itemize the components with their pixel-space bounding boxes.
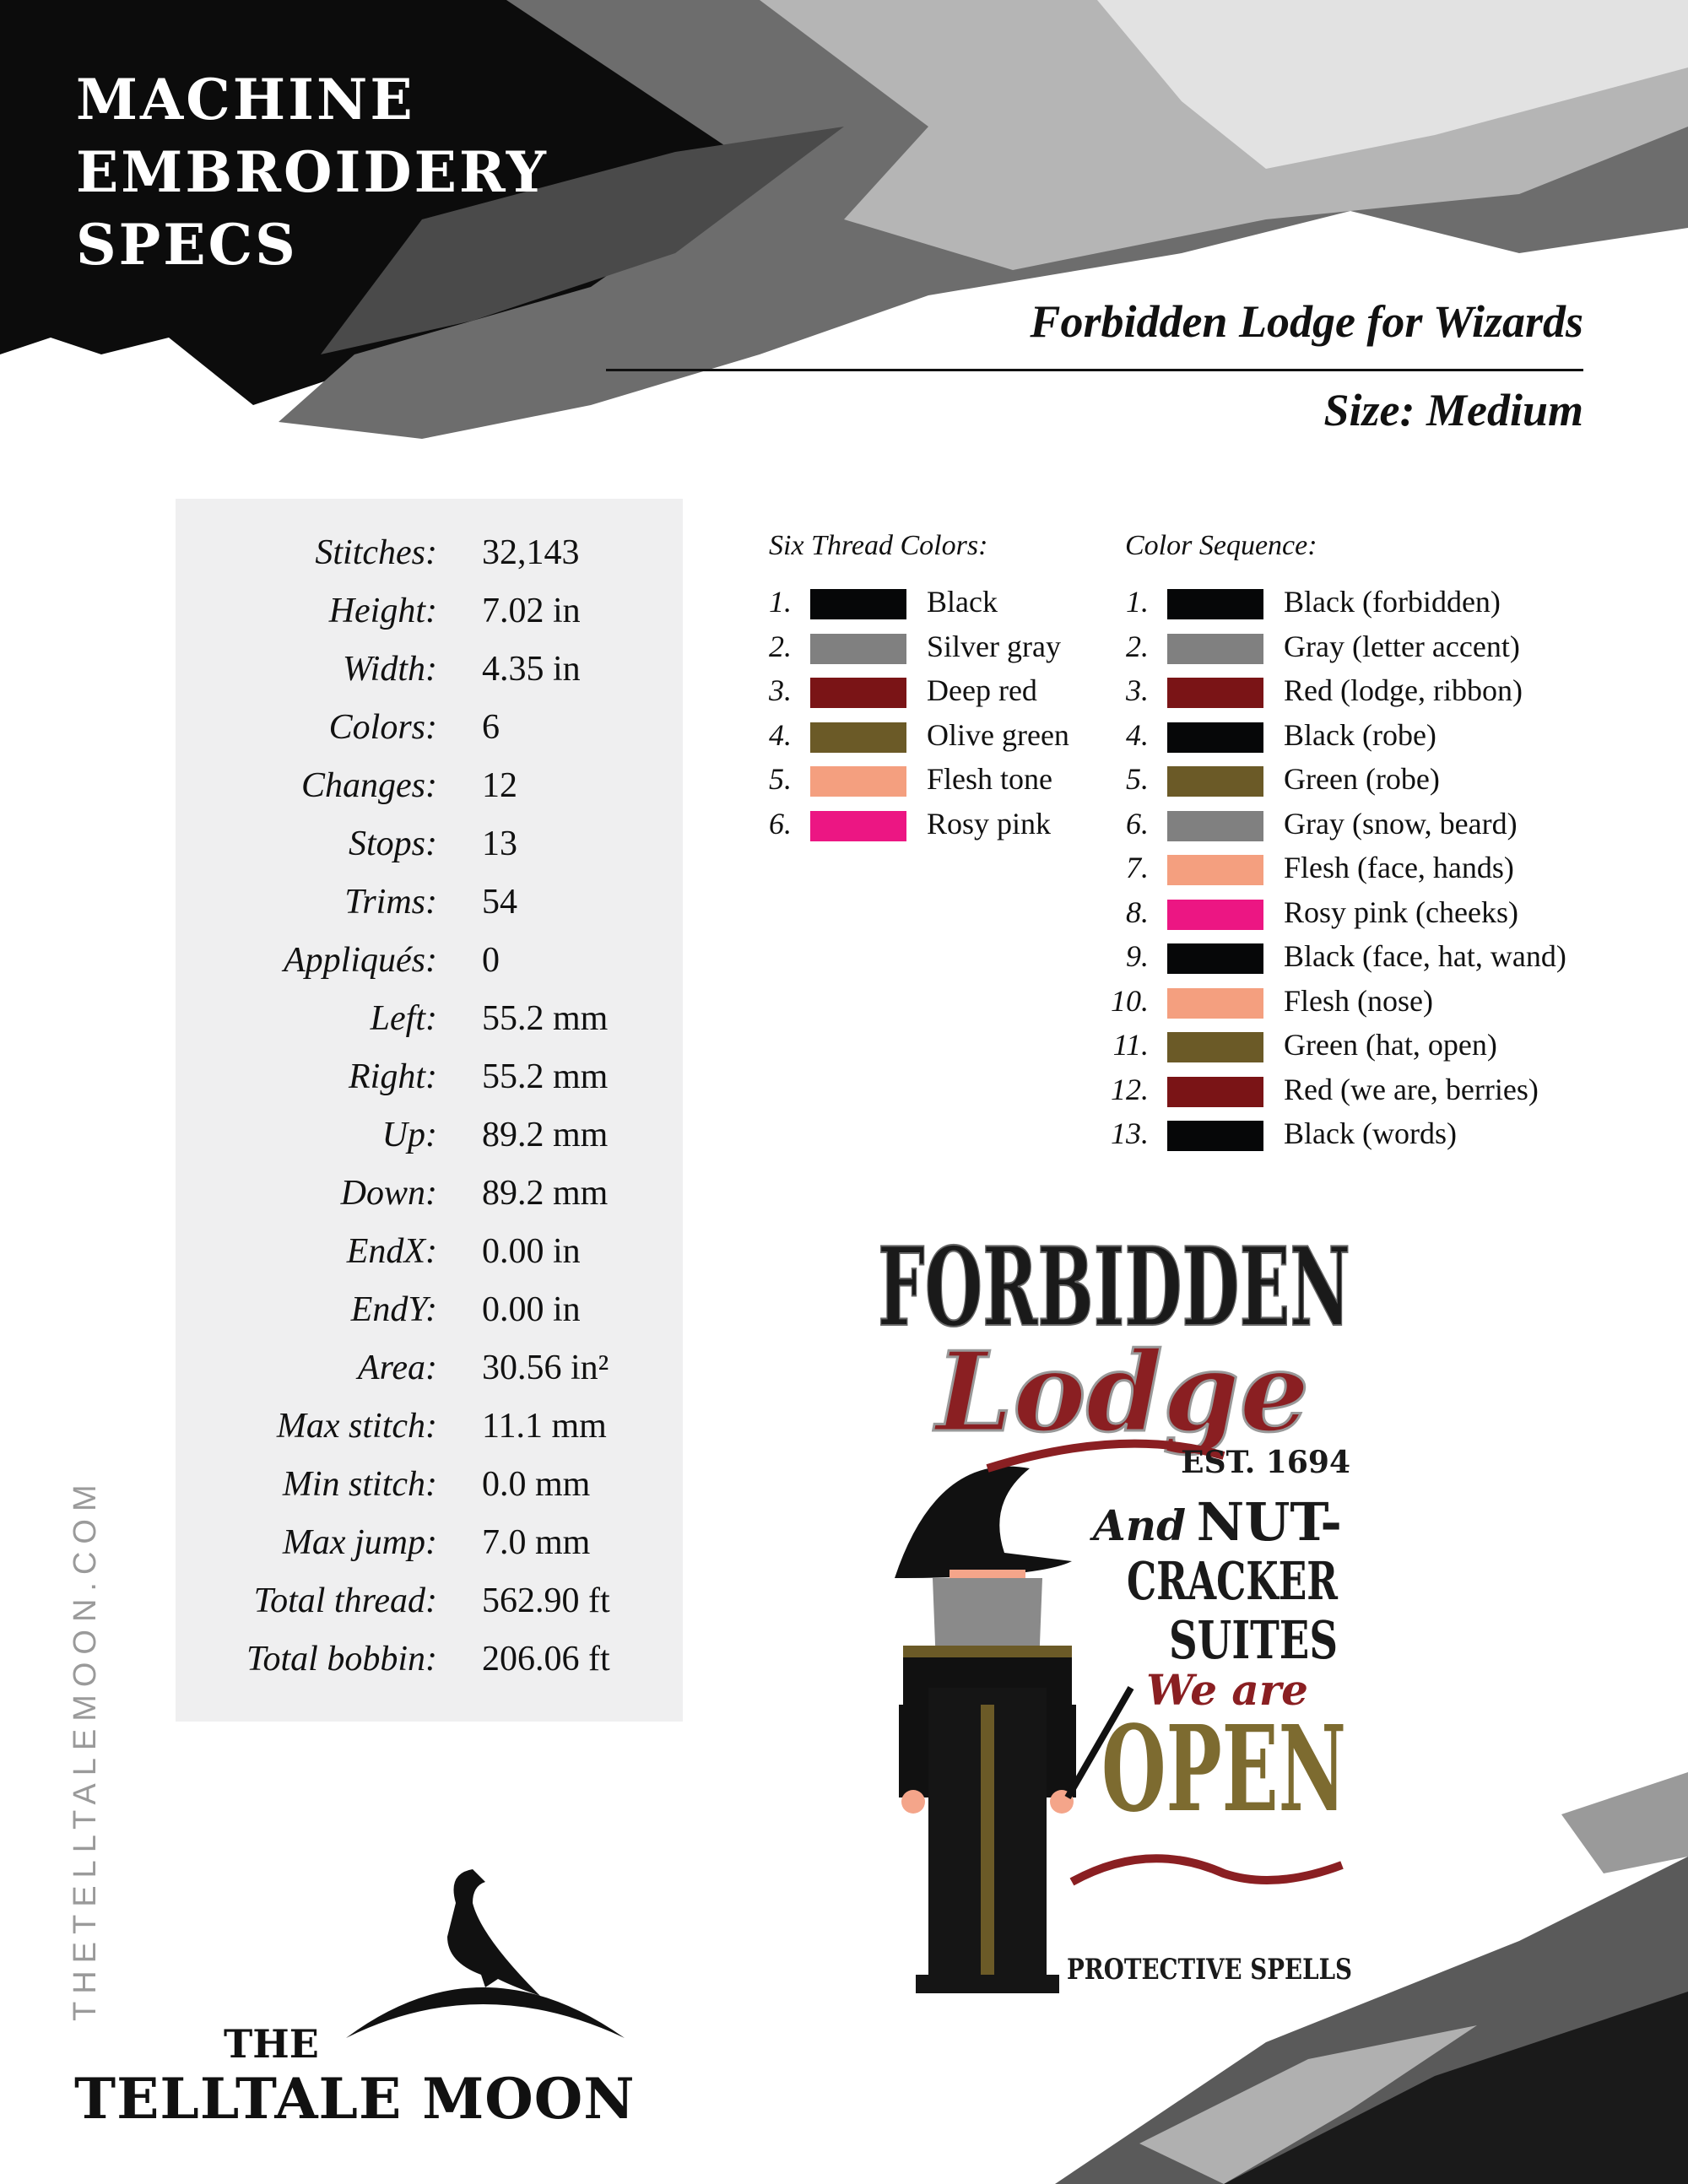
color-swatch bbox=[810, 722, 906, 753]
spec-row bbox=[176, 1115, 683, 1173]
color-number: 4. bbox=[1126, 717, 1149, 752]
spec-row bbox=[176, 1522, 683, 1581]
color-name: Flesh tone bbox=[927, 762, 1052, 796]
spec-row bbox=[176, 1173, 683, 1231]
spec-value: 89.2 mm bbox=[482, 1116, 609, 1154]
color-name: Gray (snow, beard) bbox=[1284, 806, 1518, 841]
color-number: 8. bbox=[1126, 895, 1149, 929]
color-name: Rosy pink (cheeks) bbox=[1284, 895, 1518, 929]
color-swatch bbox=[810, 678, 906, 708]
spec-value: 4.35 in bbox=[482, 650, 581, 689]
spec-label: EndX: bbox=[346, 1232, 437, 1271]
color-name: Green (hat, open) bbox=[1284, 1028, 1497, 1062]
spec-value: 206.06 ft bbox=[482, 1640, 610, 1679]
design-text-forbidden: FORBIDDEN bbox=[878, 1224, 1350, 1351]
spec-label: Up: bbox=[381, 1116, 437, 1154]
divider bbox=[606, 369, 1583, 371]
spec-row bbox=[176, 649, 683, 707]
spec-label: Right: bbox=[349, 1057, 437, 1096]
color-number: 3. bbox=[1126, 673, 1149, 707]
design-text-open: OPEN bbox=[1101, 1700, 1346, 1839]
color-swatch bbox=[810, 811, 906, 841]
spec-row bbox=[176, 591, 683, 649]
color-number: 9. bbox=[1126, 939, 1149, 973]
spec-label: Total bobbin: bbox=[246, 1640, 437, 1679]
color-swatch bbox=[1167, 943, 1263, 974]
spec-label: Total thread: bbox=[253, 1581, 437, 1620]
spec-label: Stitches: bbox=[315, 533, 437, 572]
color-swatch bbox=[1167, 589, 1263, 619]
design-text-est: EST. 1694 bbox=[1181, 1445, 1350, 1480]
color-swatch bbox=[810, 766, 906, 797]
color-name: Black (forbidden) bbox=[1284, 585, 1501, 619]
spec-row bbox=[176, 707, 683, 765]
color-name: Flesh (face, hands) bbox=[1284, 851, 1514, 884]
color-swatch bbox=[1167, 766, 1263, 797]
color-name: Black (robe) bbox=[1284, 717, 1436, 752]
page-title bbox=[76, 63, 549, 281]
spec-label: Stops: bbox=[349, 824, 437, 863]
design-size: Size: Medium bbox=[1323, 385, 1583, 435]
color-swatch bbox=[1167, 1121, 1263, 1151]
design-name: Forbidden Lodge for Wizards bbox=[1030, 296, 1583, 347]
color-number: 11. bbox=[1112, 1028, 1149, 1062]
spec-row bbox=[176, 1057, 683, 1115]
spec-row bbox=[176, 1348, 683, 1406]
spec-value: 0.0 mm bbox=[482, 1465, 591, 1504]
color-number: 1. bbox=[1126, 585, 1149, 619]
color-swatch bbox=[1167, 722, 1263, 753]
color-number: 5. bbox=[1126, 762, 1149, 796]
color-name: Gray (letter accent) bbox=[1284, 629, 1520, 663]
design-text-protective-spells: PROTECTIVE SPELLS bbox=[1067, 1953, 1352, 1987]
color-name: Deep red bbox=[927, 673, 1037, 707]
spec-value: 0.00 in bbox=[482, 1290, 581, 1329]
color-name: Silver gray bbox=[927, 629, 1061, 663]
spec-label: Width: bbox=[343, 650, 437, 689]
color-name: Black (words) bbox=[1284, 1116, 1457, 1150]
spec-value: 54 bbox=[482, 883, 517, 922]
color-swatch bbox=[1167, 1077, 1263, 1107]
spec-label: EndY: bbox=[350, 1290, 437, 1329]
spec-value: 7.0 mm bbox=[482, 1523, 591, 1562]
spec-value: 89.2 mm bbox=[482, 1174, 609, 1213]
color-swatch bbox=[1167, 811, 1263, 841]
color-number: 4. bbox=[769, 717, 792, 752]
color-number: 10. bbox=[1111, 983, 1149, 1018]
spec-row bbox=[176, 998, 683, 1057]
spec-label: Appliqués: bbox=[284, 941, 437, 980]
design-text-nut: NUT- bbox=[1196, 1491, 1342, 1553]
color-number: 1. bbox=[769, 585, 792, 619]
color-name: Red (we are, berries) bbox=[1284, 1072, 1539, 1106]
color-number: 13. bbox=[1111, 1116, 1149, 1150]
color-name: Rosy pink bbox=[927, 806, 1052, 841]
spec-label: Trims: bbox=[344, 883, 437, 922]
color-number: 2. bbox=[1126, 629, 1149, 663]
color-sequence-heading: Color Sequence: bbox=[1125, 530, 1317, 561]
spec-value: 11.1 mm bbox=[482, 1407, 607, 1446]
color-number: 6. bbox=[769, 806, 792, 841]
spec-label: Height: bbox=[328, 592, 437, 630]
spec-row bbox=[176, 765, 683, 824]
color-swatch bbox=[810, 589, 906, 619]
color-name: Olive green bbox=[927, 717, 1069, 752]
specs-panel bbox=[176, 499, 683, 1722]
color-name: Black (face, hat, wand) bbox=[1284, 939, 1566, 973]
spec-row bbox=[176, 532, 683, 591]
color-swatch bbox=[1167, 855, 1263, 885]
spec-label: Area: bbox=[357, 1349, 437, 1387]
design-text-suites: SUITES bbox=[1169, 1609, 1338, 1671]
color-number: 6. bbox=[1126, 806, 1149, 841]
color-swatch bbox=[1167, 900, 1263, 930]
page-title-line: EMBROIDERY bbox=[76, 139, 549, 205]
crow-moon-logo-icon bbox=[346, 1869, 633, 2046]
spec-label: Changes: bbox=[301, 766, 437, 805]
embroidery-design-preview bbox=[869, 1215, 1359, 2000]
logo-the: THE bbox=[224, 2021, 319, 2067]
spec-row bbox=[176, 1581, 683, 1639]
website-url: THETELLTALEMOON.COM bbox=[68, 1477, 103, 2021]
spec-value: 55.2 mm bbox=[482, 999, 609, 1038]
color-number: 3. bbox=[769, 673, 792, 707]
color-number: 5. bbox=[769, 762, 792, 796]
spec-value: 32,143 bbox=[482, 533, 580, 572]
spec-value: 7.02 in bbox=[482, 592, 581, 630]
spec-value: 6 bbox=[482, 708, 500, 747]
design-text-cracker: CRACKER bbox=[1127, 1550, 1339, 1612]
color-swatch bbox=[1167, 988, 1263, 1019]
spec-row bbox=[176, 882, 683, 940]
color-swatch bbox=[810, 634, 906, 664]
spec-value: 13 bbox=[482, 824, 517, 863]
spec-value: 562.90 ft bbox=[482, 1581, 610, 1620]
thread-colors-heading: Six Thread Colors: bbox=[769, 530, 988, 561]
spec-label: Min stitch: bbox=[282, 1465, 437, 1504]
color-number: 12. bbox=[1111, 1072, 1149, 1106]
color-number: 7. bbox=[1126, 851, 1149, 884]
color-swatch bbox=[1167, 634, 1263, 664]
color-swatch bbox=[1167, 1032, 1263, 1062]
spec-label: Colors: bbox=[328, 708, 437, 747]
spec-row bbox=[176, 1406, 683, 1464]
spec-row bbox=[176, 1289, 683, 1348]
color-swatch bbox=[1167, 678, 1263, 708]
design-text-lodge: Lodge bbox=[935, 1327, 1310, 1457]
logo-name: TELLTALE MOON bbox=[74, 2066, 636, 2132]
spec-label: Down: bbox=[340, 1174, 437, 1213]
spec-value: 12 bbox=[482, 766, 517, 805]
design-text-we-are: We are bbox=[1146, 1665, 1308, 1715]
spec-label: Max jump: bbox=[282, 1523, 437, 1562]
color-name: Black bbox=[927, 585, 998, 619]
color-name: Green (robe) bbox=[1284, 762, 1440, 796]
spec-row bbox=[176, 940, 683, 998]
page-title-line: MACHINE bbox=[76, 67, 415, 132]
spec-value: 30.56 in² bbox=[482, 1349, 609, 1387]
ribbon-swirl bbox=[1072, 1858, 1342, 1882]
color-number: 2. bbox=[769, 629, 792, 663]
color-name: Red (lodge, ribbon) bbox=[1284, 673, 1523, 707]
design-text-and: And bbox=[1093, 1500, 1187, 1550]
color-name: Flesh (nose) bbox=[1284, 983, 1433, 1018]
spec-row bbox=[176, 1639, 683, 1697]
spec-row bbox=[176, 1464, 683, 1522]
page-title-line: SPECS bbox=[76, 212, 298, 278]
spec-row bbox=[176, 1231, 683, 1289]
spec-value: 55.2 mm bbox=[482, 1057, 609, 1096]
spec-label: Max stitch: bbox=[276, 1407, 437, 1446]
spec-value: 0 bbox=[482, 941, 500, 980]
spec-row bbox=[176, 824, 683, 882]
spec-label: Left: bbox=[370, 999, 437, 1038]
spec-value: 0.00 in bbox=[482, 1232, 581, 1271]
